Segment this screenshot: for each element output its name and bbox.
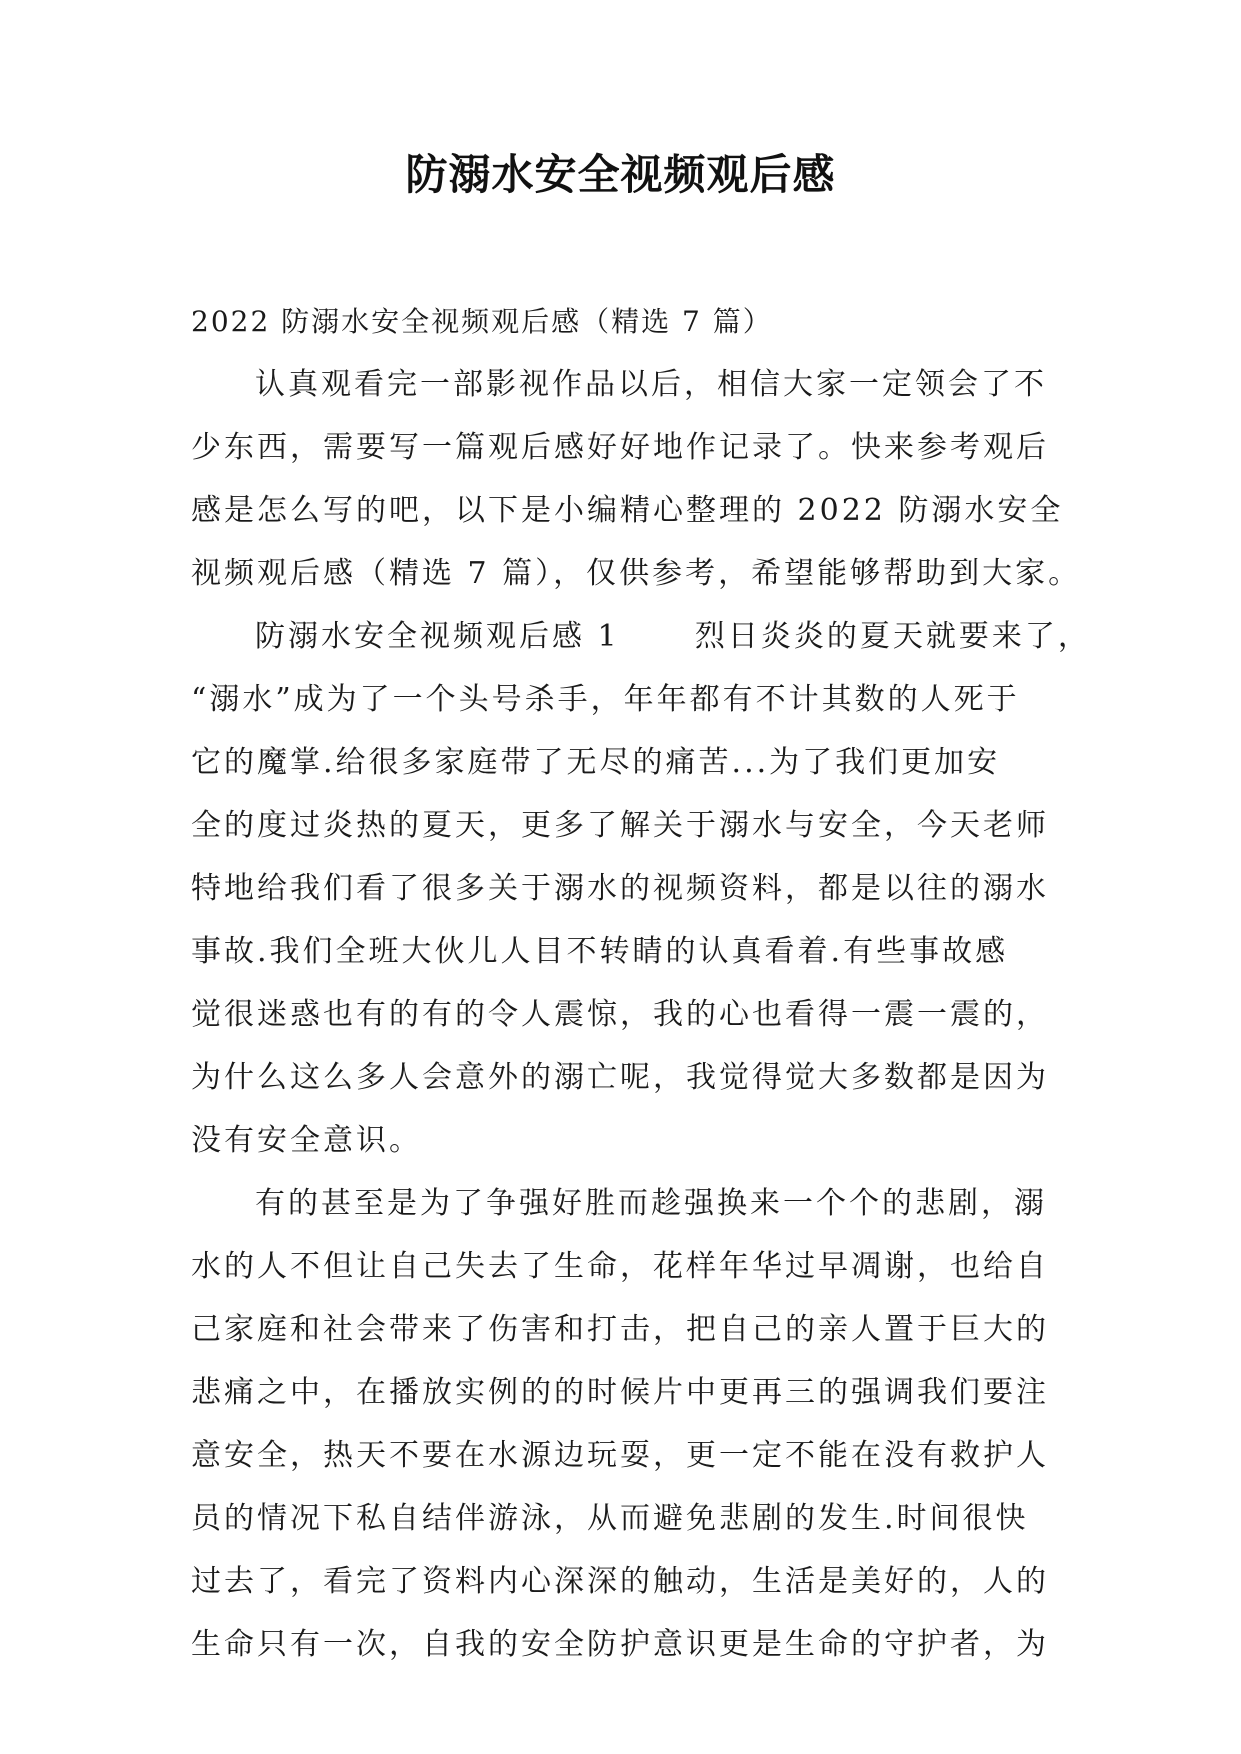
text-line: 为什么这么多人会意外的溺亡呢，我觉得觉大多数都是因为	[191, 1060, 1049, 1095]
text-line: 事故.我们全班大伙儿人目不转睛的认真看着.有些事故感	[191, 934, 1009, 969]
text-line: 防溺水安全视频观后感 1 烈日炎炎的夏天就要来了，	[255, 619, 1091, 654]
text-line: 悲痛之中，在播放实例的的时候片中更再三的强调我们要注	[191, 1375, 1049, 1410]
text-line: 视频观后感（精选 7 篇），仅供参考，希望能够帮助到大家。	[191, 556, 1082, 591]
text-line: 感是怎么写的吧，以下是小编精心整理的 2022 防溺水安全	[191, 493, 1064, 528]
text-line: 认真观看完一部影视作品以后，相信大家一定领会了不	[255, 367, 1047, 402]
document-title: 防溺水安全视频观后感	[405, 150, 836, 199]
document-subtitle: 2022 防溺水安全视频观后感（精选 7 篇）	[191, 305, 773, 338]
text-line: 少东西，需要写一篇观后感好好地作记录了。快来参考观后	[191, 430, 1049, 465]
text-line: 过去了，看完了资料内心深深的触动，生活是美好的，人的	[191, 1564, 1049, 1599]
text-line: 有的甚至是为了争强好胜而趁强换来一个个的悲剧，溺	[255, 1186, 1047, 1221]
text-line: 意安全，热天不要在水源边玩耍，更一定不能在没有救护人	[191, 1438, 1049, 1473]
text-line: 己家庭和社会带来了伤害和打击，把自己的亲人置于巨大的	[191, 1312, 1049, 1347]
text-line: “溺水”成为了一个头号杀手，年年都有不计其数的人死于	[191, 682, 1020, 717]
text-line: 生命只有一次，自我的安全防护意识更是生命的守护者，为	[191, 1627, 1049, 1662]
text-line: 全的度过炎热的夏天，更多了解关于溺水与安全，今天老师	[191, 808, 1049, 843]
text-line: 特地给我们看了很多关于溺水的视频资料，都是以往的溺水	[191, 871, 1049, 906]
text-line: 觉很迷惑也有的有的令人震惊，我的心也看得一震一震的，	[191, 997, 1049, 1032]
document-body	[191, 290, 1091, 1676]
text-line: 没有安全意识。	[191, 1123, 422, 1158]
text-line: 员的情况下私自结伴游泳，从而避免悲剧的发生.时间很快	[191, 1501, 1029, 1536]
text-line: 它的魔掌.给很多家庭带了无尽的痛苦...为了我们更加安	[191, 745, 1001, 780]
text-line: 水的人不但让自己失去了生命，花样年华过早凋谢，也给自	[191, 1249, 1049, 1284]
